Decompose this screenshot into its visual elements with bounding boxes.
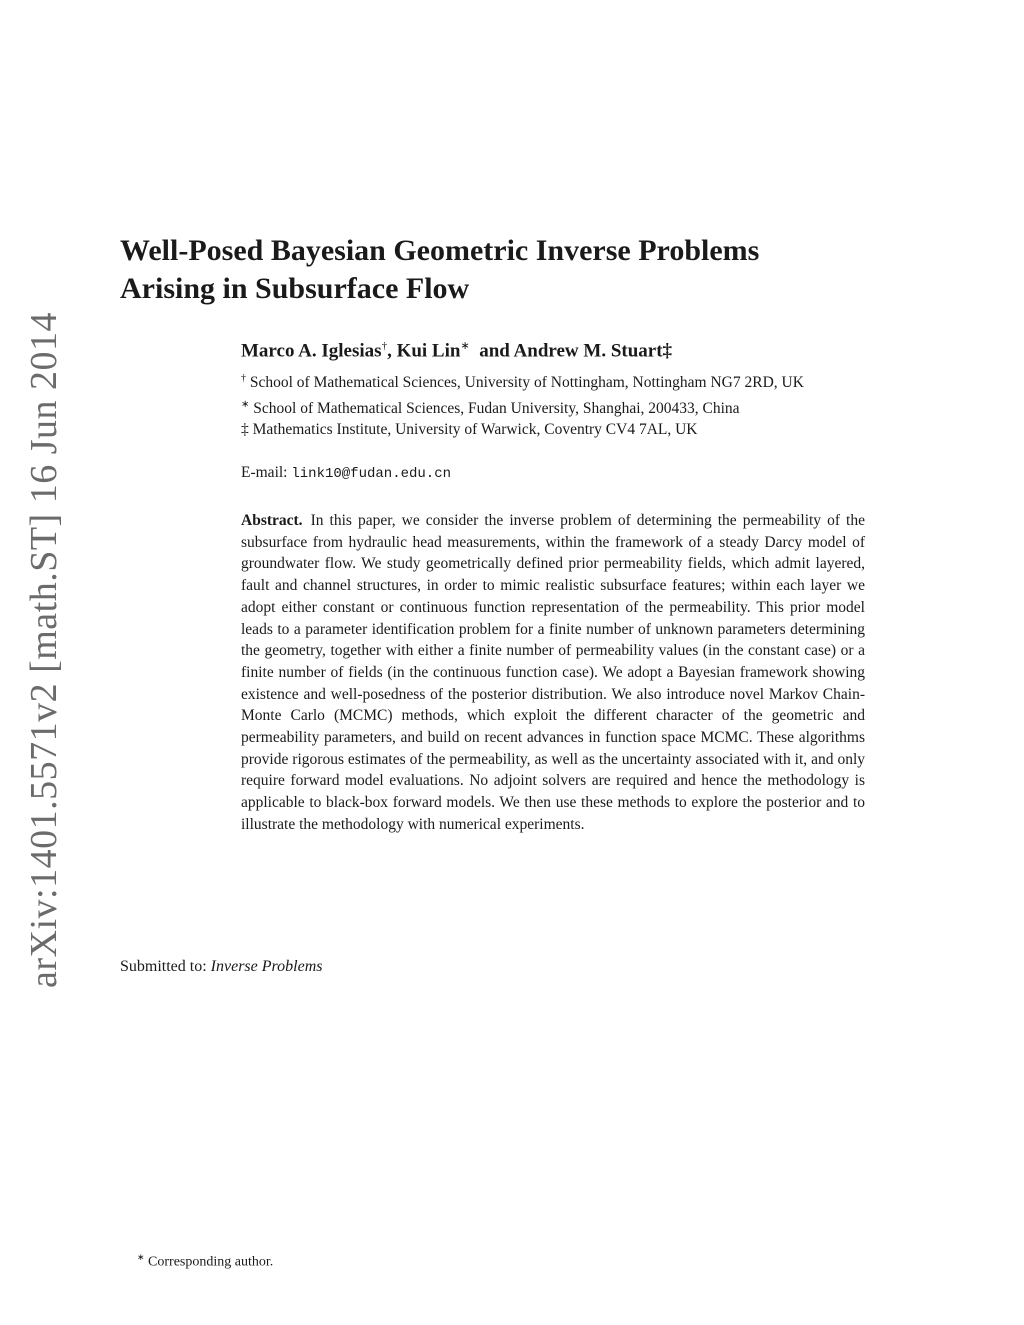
email-address-link[interactable]: link10@fudan.edu.cn xyxy=(291,466,452,482)
email-line xyxy=(241,464,451,482)
title-line-2: Arising in Subsurface Flow xyxy=(120,272,470,305)
footnote xyxy=(137,1252,273,1271)
footnote-mark: ∗ xyxy=(137,1252,145,1262)
author-mark: ∗ xyxy=(460,340,470,352)
author-name: Marco A. Iglesias xyxy=(241,340,382,362)
author-name: Andrew M. Stuart xyxy=(513,340,663,362)
arxiv-identifier-stamp: arXiv:1401.5571v2 [math.ST] 16 Jun 2014 xyxy=(23,311,65,989)
affiliation-mark: ‡ xyxy=(241,421,249,439)
abstract xyxy=(241,510,865,836)
affiliation-text: School of Mathematical Sciences, University of Nottingham, Nottingham NG7 2RD, UK xyxy=(249,374,804,392)
affiliation-mark: † xyxy=(241,373,246,384)
author-separator: , xyxy=(387,340,392,362)
affiliation-item xyxy=(241,368,841,394)
author-conjunction: and xyxy=(479,340,510,362)
author-mark: † xyxy=(381,340,388,352)
affiliation-item xyxy=(241,419,841,441)
affiliation-mark: ∗ xyxy=(241,398,250,410)
email-label: E-mail: xyxy=(241,464,288,481)
affiliation-list xyxy=(241,368,841,441)
journal-name: Inverse Problems xyxy=(210,958,323,975)
submitted-label: Submitted to: xyxy=(120,958,207,975)
abstract-label: Abstract. xyxy=(241,512,303,529)
paper-title xyxy=(120,232,900,308)
submission-note xyxy=(120,958,323,976)
abstract-text: In this paper, we consider the inverse problem of determining the permeability of the subsurface from hydraulic head measurements, within the framework of a steady Darcy model of groundwater flow. We study geometrically defined prior permeability fields, which admit layered, fault and channel structures, in order to mimic realistic subsurface features; within each layer we adopt either constant or continuous function representation of the permeability. This prior model leads to a parameter identification problem for a finite number of unknown parameters determining the geometry, together with either a finite number of permeability values (in the constant case) or a finite number of fields (in the continuous function case). We adopt a Bayesian framework showing existence and well-posedness of the posterior distribution. We also introduce novel Markov Chain-Monte Carlo (MCMC) methods, which exploit the different character of the geometric and permeability parameters, and build on recent advances in function space MCMC. These algorithms provide rigorous estimates of the permeability, as well as the uncertainty associated with it, and only require forward model evaluations. No adjoint solvers are required and hence the methodology is applicable to black-box forward models. We then use these methods to explore the posterior and to illustrate the methodology with numerical experiments. xyxy=(241,512,865,833)
author-name: Kui Lin xyxy=(396,340,461,362)
author-mark: ‡ xyxy=(662,340,673,362)
affiliation-text: School of Mathematical Sciences, Fudan University, Shanghai, 200433, China xyxy=(253,399,740,417)
title-line-1: Well-Posed Bayesian Geometric Inverse Problems xyxy=(120,234,760,267)
affiliation-item xyxy=(241,394,841,420)
affiliation-text: Mathematics Institute, University of Warwick, Coventry CV4 7AL, UK xyxy=(252,421,698,439)
footnote-text: Corresponding author. xyxy=(148,1254,274,1270)
author-list xyxy=(241,339,672,362)
